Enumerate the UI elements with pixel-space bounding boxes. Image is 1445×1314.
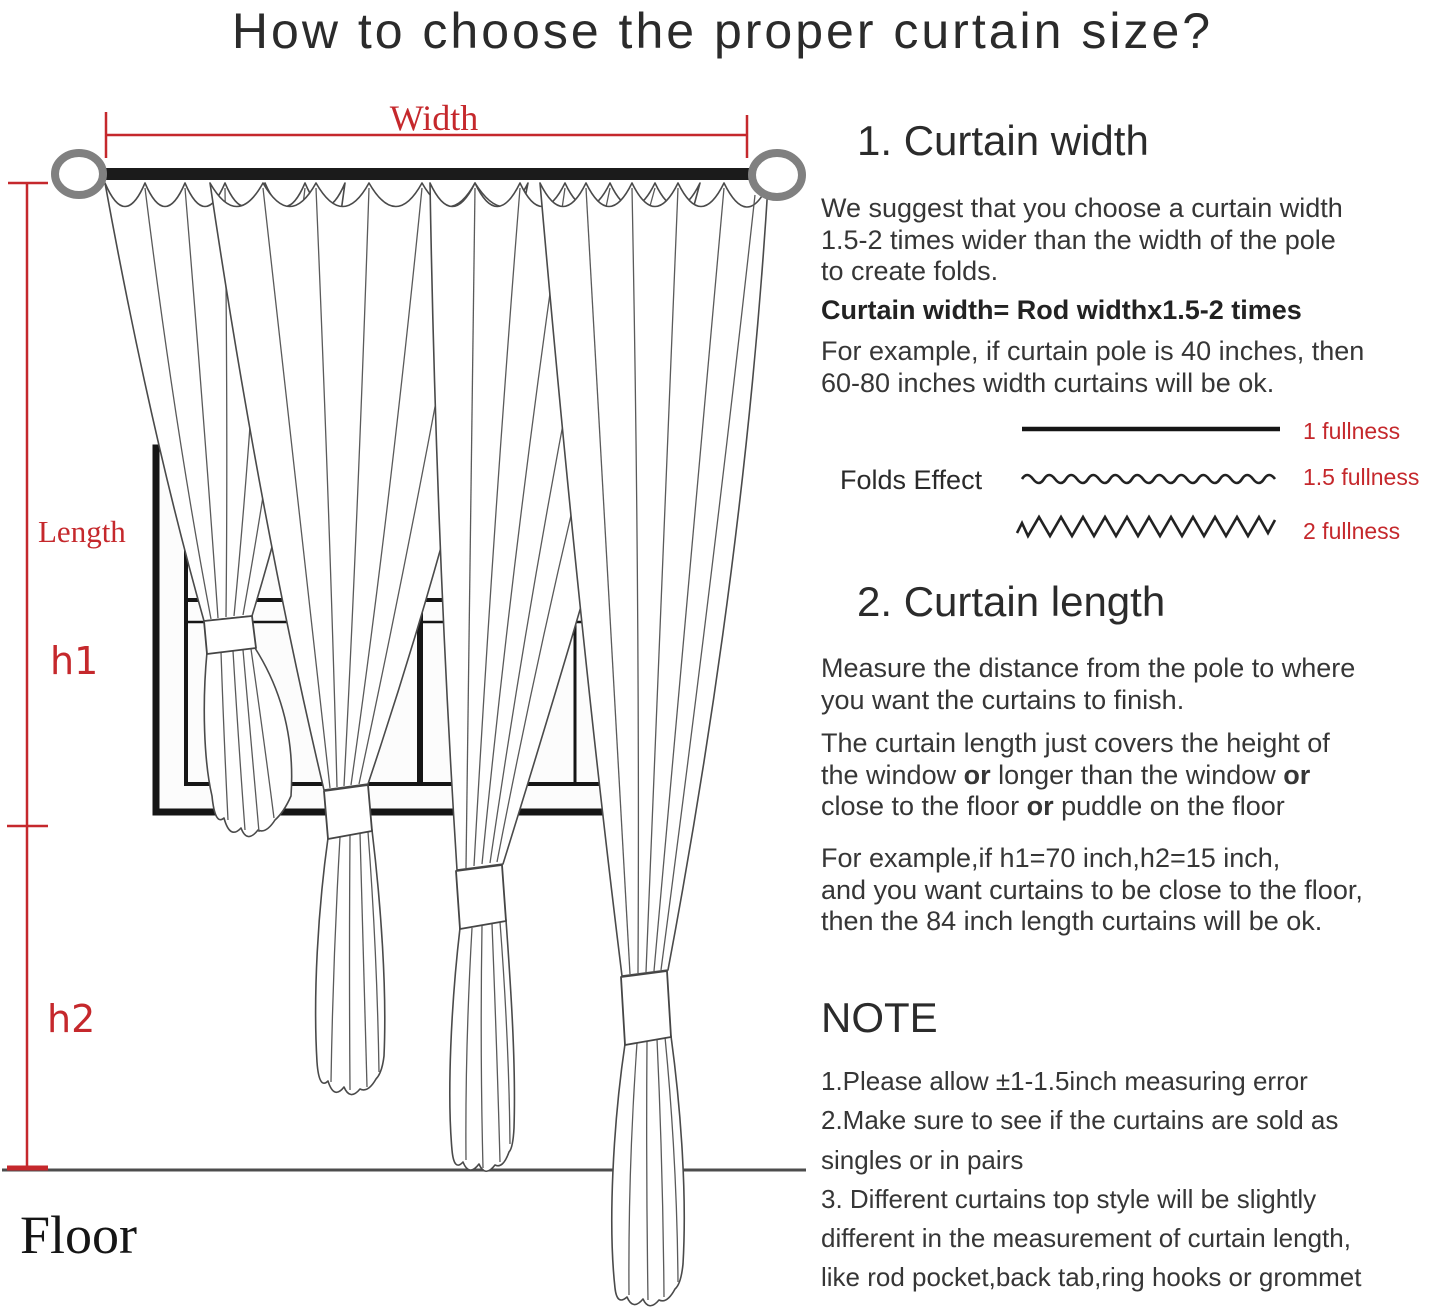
rod-ring-left	[55, 153, 103, 195]
floor-label: Floor	[20, 1205, 138, 1265]
curtain-rod	[99, 168, 755, 180]
tieback-4	[621, 971, 671, 1045]
section-length-options: The curtain length just covers the height of the window or longer than the window or close to the floor or puddle on the floor	[821, 728, 1330, 821]
length-dimension-line	[7, 183, 48, 1168]
note-heading: NOTE	[821, 994, 938, 1041]
section-length-heading: 2. Curtain length	[857, 578, 1166, 625]
folds-effect-figure	[820, 405, 1445, 555]
section-width-heading: 1. Curtain width	[857, 117, 1149, 164]
page-title: How to choose the proper curtain size?	[231, 3, 1214, 59]
h1-label: h1	[50, 639, 99, 683]
section-length-measure: Measure the distance from the pole to where you want the curtains to finish.	[821, 653, 1356, 715]
fullness-1-5-label: 1.5 fullness	[1303, 464, 1420, 490]
length-dimension-label: Length	[38, 514, 126, 549]
width-dimension-label: Width	[389, 98, 479, 138]
fullness-2-line	[1017, 517, 1275, 536]
section-width-example: For example, if curtain pole is 40 inches, then 60-80 inches width curtains will be ok.	[821, 336, 1365, 398]
tieback-2	[324, 785, 372, 839]
tieback-1	[204, 616, 256, 654]
section-length-example: For example,if h1=70 inch,h2=15 inch, and you want curtains to be close to the floor, then the 84 inch length curtains will be ok.	[821, 843, 1363, 936]
width-formula: Curtain width= Rod widthx1.5-2 times	[821, 295, 1302, 325]
fullness-2-label: 2 fullness	[1303, 518, 1401, 544]
folds-effect-label: Folds Effect	[840, 465, 983, 495]
tieback-3	[456, 865, 506, 929]
fullness-1-label: 1 fullness	[1303, 418, 1401, 444]
rod-ring-right	[752, 153, 802, 197]
h2-label: h2	[47, 997, 96, 1041]
fullness-1-5-line	[1022, 475, 1275, 483]
section-width-intro: We suggest that you choose a curtain width 1.5-2 times wider than the width of the pole to create folds.	[821, 193, 1343, 286]
note-list: 1.Please allow ±1-1.5inch measuring error 2.Make sure to see if the curtains are sold as singles or in pairs 3. Different curtains top style will be slightly different in the measurement of curtain length, like rod pocket,back tab,ring hooks or grommet	[821, 1066, 1362, 1293]
